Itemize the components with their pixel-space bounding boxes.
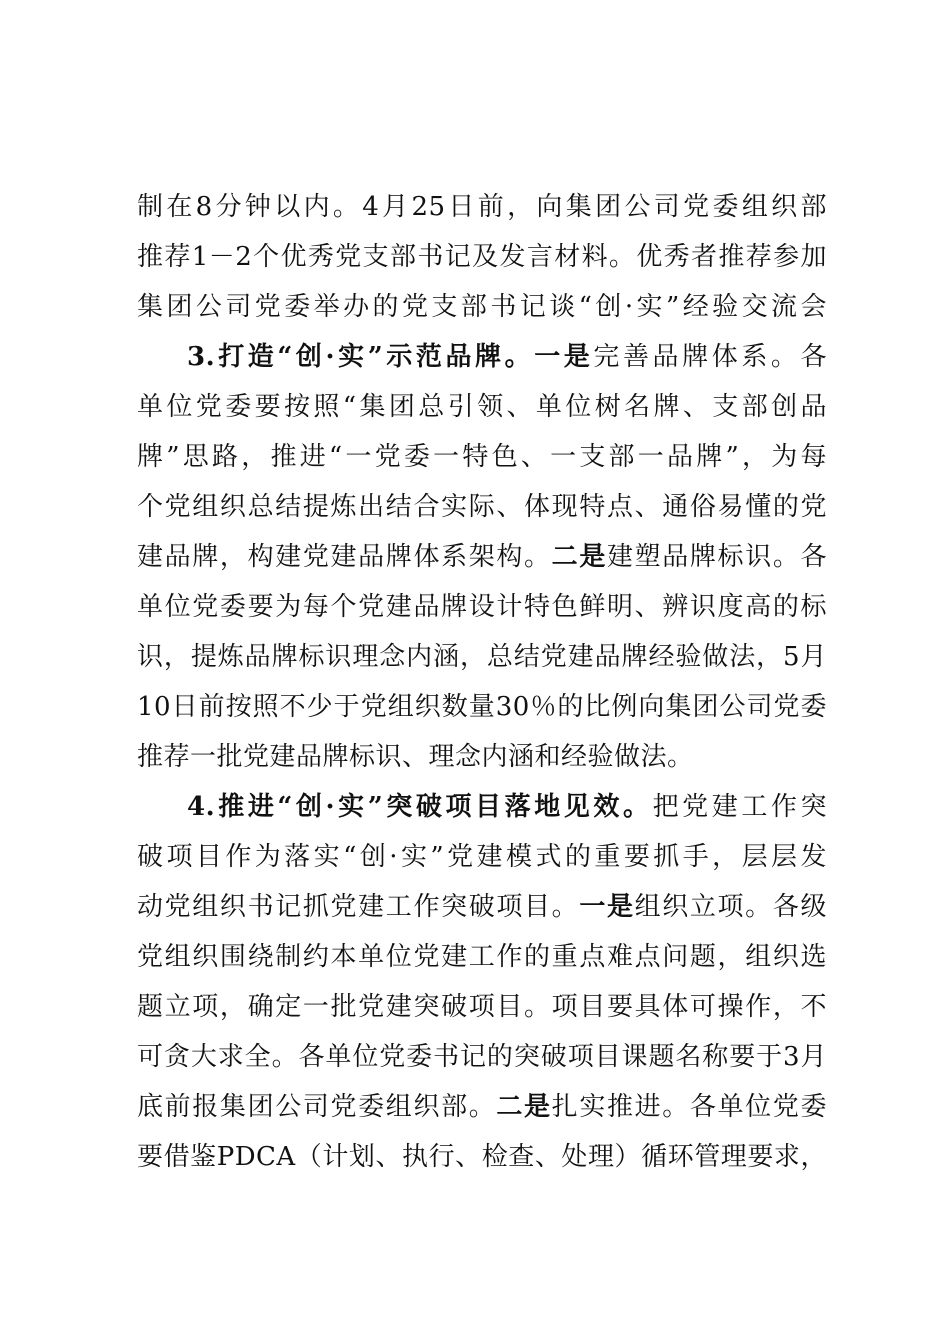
text-line: 单位党委要为每个党建品牌设计特色鲜明、辨识度高的标: [137, 592, 827, 622]
text-line: 底前报集团公司党委组织部。二是扎实推进。各单位党委: [137, 1092, 827, 1122]
text-line: 10日前按照不少于党组织数量30％的比例向集团公司党委: [137, 692, 827, 722]
text-line: 推荐1－2个优秀党支部书记及发言材料。优秀者推荐参加: [137, 242, 827, 272]
text-line: 破项目作为落实“创·实”党建模式的重要抓手，层层发: [137, 842, 827, 872]
text-line: 集团公司党委举办的党支部书记谈“创·实”经验交流会: [137, 292, 827, 322]
keyword-second: 二是: [496, 1092, 552, 1122]
text-line: 动党组织书记抓党建工作突破项目。一是组织立项。各级: [137, 892, 827, 922]
text-line: 党组织围绕制约本单位党建工作的重点难点问题，组织选: [137, 942, 827, 972]
text-line: 建品牌，构建党建品牌体系架构。二是建塑品牌标识。各: [137, 542, 827, 572]
text-line: 个党组织总结提炼出结合实际、体现特点、通俗易懂的党: [137, 492, 827, 522]
text-line: 推荐一批党建品牌标识、理念内涵和经验做法。: [137, 742, 694, 772]
text-line: 牌”思路，推进“一党委一特色、一支部一品牌”，为每: [137, 442, 827, 472]
text-line: 单位党委要按照“集团总引领、单位树名牌、支部创品: [137, 392, 827, 422]
text-line: 可贪大求全。各单位党委书记的突破项目课题名称要于3月: [137, 1042, 827, 1072]
keyword-first: 一是: [534, 342, 594, 372]
keyword-second: 二是: [551, 542, 607, 572]
text-line: 要借鉴PDCA（计划、执行、检查、处理）循环管理要求，: [137, 1142, 827, 1172]
section-heading-line: 3.打造“创·实”示范品牌。一是完善品牌体系。各: [187, 342, 827, 372]
text-line: 题立项，确定一批党建突破项目。项目要具体可操作，不: [137, 992, 827, 1022]
text-line: 识，提炼品牌标识理念内涵，总结党建品牌经验做法，5月: [137, 642, 827, 672]
keyword-first: 一是: [579, 892, 635, 922]
section-heading-line: 4.推进“创·实”突破项目落地见效。把党建工作突: [187, 792, 827, 822]
section-4-heading: 4.推进“创·实”突破项目落地见效。: [187, 792, 653, 822]
text-line: 制在8分钟以内。4月25日前，向集团公司党委组织部: [137, 192, 827, 222]
section-3-heading: 3.打造“创·实”示范品牌。: [187, 342, 535, 372]
